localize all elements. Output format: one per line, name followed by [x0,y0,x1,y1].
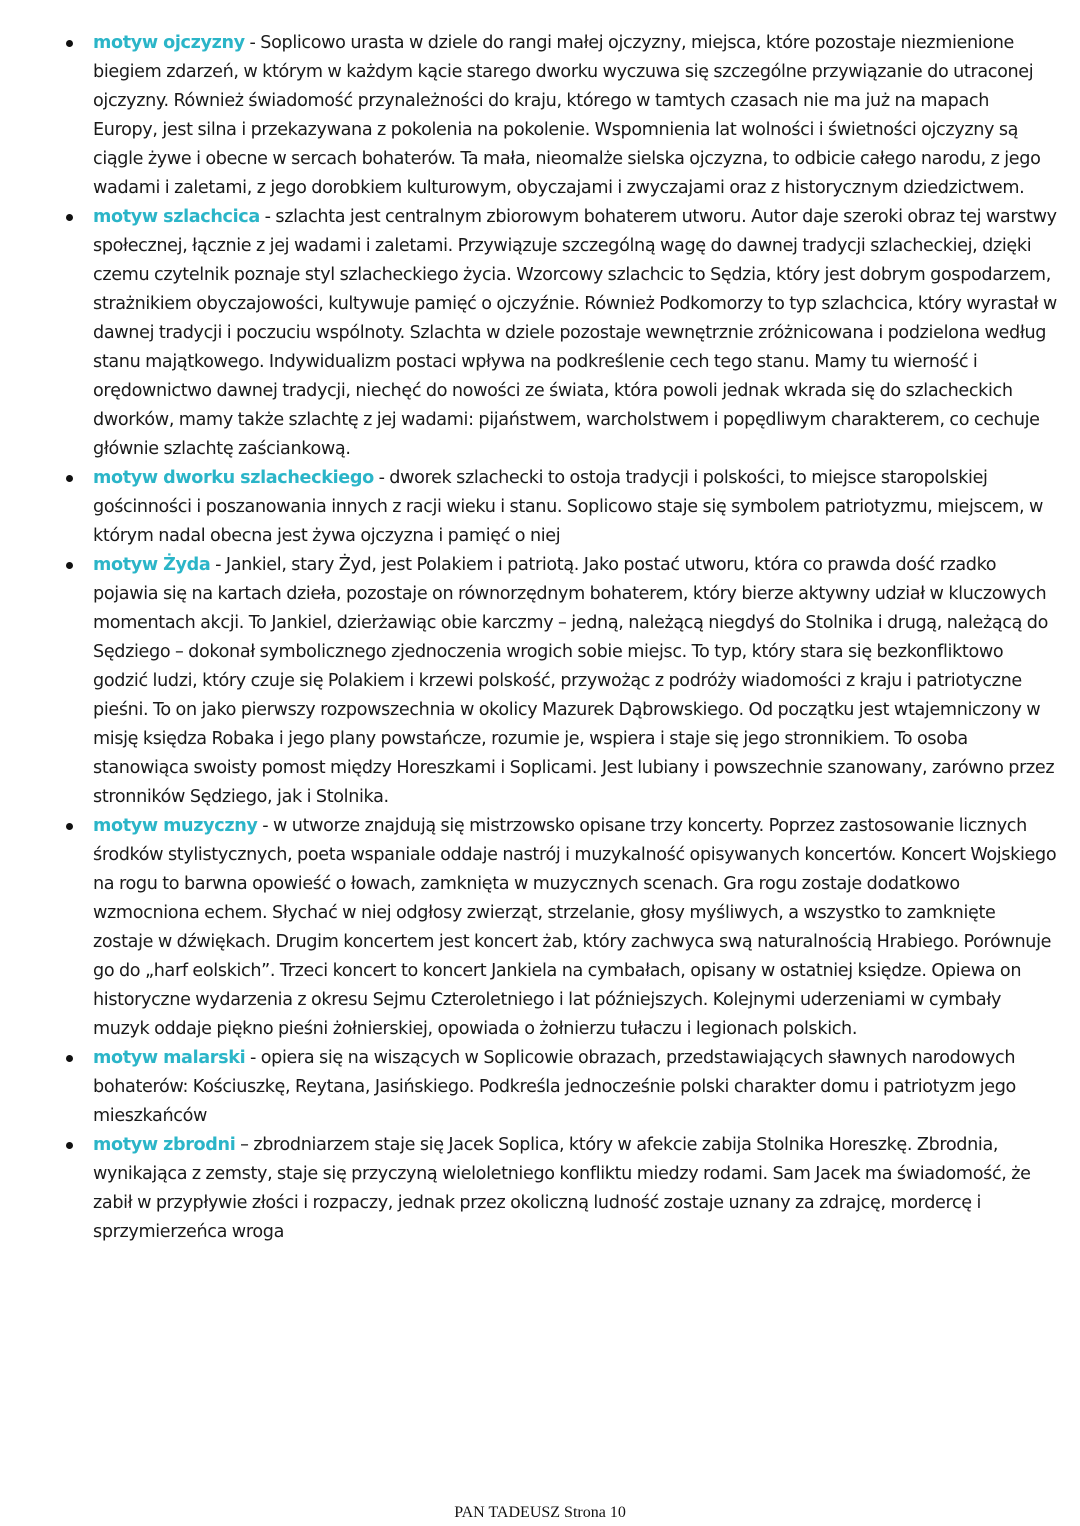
motif-description: - w utworze znajdują się mistrzowsko opisane trzy koncerty. Poprzez zastosowanie licznych środków stylistycznych, poeta wspaniale oddaje nastrój i muzykalność opisywanych koncertów. Koncert Wojskiego na rogu to barwna opowieść o łowach, zamknięta w muzycznych scenach. Gra rogu zostaje dodatkowo wzmocniona echem. Słychać w niej odgłosy zwierząt, strzelanie, głosy myśliwych, a wszystko to zamknięte zostaje w dźwiękach. Drugim koncertem jest koncert żab, który zachwyca swą naturalnością Hrabiego. Porównuje go do „harf eolskich”. Trzeci koncert to koncert Jankiela na cymbałach, opisany w ostatniej księdze. Opiewa on historyczne wydarzenia z okresu Sejmu Czteroletniego i lat późniejszych. Kolejnymi uderzeniami w cymbały muzyk oddaje piękno pieśni żołnierskiej, opowiada o żołnierzu tułaczu i legionach polskich. [93,816,1057,1039]
motif-item-malarski [0,1044,1080,1131]
motif-description: - opiera się na wiszących w Soplicowie obrazach, przedstawiających sławnych narodowych bohaterów: Kościuszkę, Reytana, Jasińskiego. Podkreśla jednocześnie polski charakter domu i patriotyzm jego mieszkańców [93,1048,1016,1126]
motif-description: - Jankiel, stary Żyd, jest Polakiem i patriotą. Jako postać utworu, która co prawda dość rzadko pojawia się na kartach dzieła, pozostaje on równorzędnym bohaterem, który bierze aktywny udział w kluczowych momentach akcji. To Jankiel, dzierżawiąc obie karczmy – jedną, należącą niegdyś do Stolnika i drugą, należącą do Sędziego – dokonał symbolicznego zjednoczenia wrogich sobie miejsc. To typ, który stara się bezkonfliktowo godzić ludzi, który czuje się Polakiem i krzewi polskość, przywożąc z podróży wiadomości z kraju i patriotyczne pieśni. To on jako pierwszy rozpowszechnia w okolicy Mazurek Dąbrowskiego. Od początku jest wtajemniczony w misję księdza Robaka i jego plany powstańcze, rozumie je, wspiera i staje się jego stronnikiem. To osoba stanowiąca swoisty pomost między Horeszkami i Soplicami. Jest lubiany i powszechnie szanowany, zarówno przez stronników Sędziego, jak i Stolnika. [93,555,1055,807]
motif-description: – zbrodniarzem staje się Jacek Soplica, który w afekcie zabija Stolnika Horeszkę. Zbrodnia, wynikająca z zemsty, staje się przyczyną wieloletniego konfliktu miedzy rodami. Sam Jacek ma świadomość, że zabił w przypływie złości i rozpaczy, jednak przez okoliczną ludność zostaje uznany za zdrajcę, mordercę i sprzymierzeńca wroga [93,1135,1031,1242]
motif-term: motyw muzyczny [93,816,258,836]
motif-term: motyw ojczyzny [93,33,245,53]
motif-term: motyw malarski [93,1048,246,1068]
motif-description: - dworek szlachecki to ostoja tradycji i polskości, to miejsce staropolskiej gościnności i poszanowania innych z racji wieku i stanu. Soplicowo staje się symbolem patriotyzmu, miejscem, w którym nadal obecna jest żywa ojczyzna i pamięć o niej [93,468,1043,546]
motif-item-szlachcic [0,203,1080,464]
motif-term: motyw dworku szlacheckiego [93,468,374,488]
motif-item-dworek [0,464,1080,551]
motif-item-muzyczny [0,812,1080,1044]
motif-description: - szlachta jest centralnym zbiorowym bohaterem utworu. Autor daje szeroki obraz tej warstwy społecznej, łącznie z jej wadami i zaletami. Przywiązuje szczególną wagę do dawnej tradycji szlacheckiej, dzięki czemu czytelnik poznaje styl szlacheckiego życia. Wzorcowy szlachcic to Sędzia, który jest dobrym gospodarzem, strażnikiem obyczajowości, kultywuje pamięć o ojczyźnie. Również Podkomorzy to typ szlachcica, który wyrastał w dawnej tradycji i poczuciu wspólnoty. Szlachta w dziele pozostaje wewnętrznie zróżnicowana i podzielona według stanu majątkowego. Indywidualizm postaci wpływa na podkreślenie cech tego stanu. Mamy tu wierność i orędownictwo dawnej tradycji, niechęć do nowości ze świata, która powoli jednak wkrada się do szlacheckich dworków, mamy także szlachtę z jej wadami: pijaństwem, warcholstwem i popędliwym charakterem, co cechuje głównie szlachtę zaściankową. [93,207,1057,459]
page-footer: PAN TADEUSZ Strona 10 [454,1504,626,1521]
motif-item-zbrodnia [0,1131,1080,1247]
motif-list [0,29,1080,1247]
motif-term: motyw szlachcica [93,207,260,227]
motif-description: - Soplicowo urasta w dziele do rangi małej ojczyzny, miejsca, które pozostaje niezmienione biegiem zdarzeń, w którym w każdym kącie starego dworku wyczuwa się szczególne przywiązanie do utraconej ojczyzny. Również świadomość przynależności do kraju, którego w tamtych czasach nie ma już na mapach Europy, jest silna i przekazywana z pokolenia na pokolenie. Wspomnienia lat wolności i świetności ojczyzny są ciągle żywe i obecne w sercach bohaterów. Ta mała, nieomalże sielska ojczyzna, to odbicie całego narodu, z jego wadami i zaletami, z jego dorobkiem kulturowym, obyczajami i zwyczajami oraz z historycznym dziedzictwem. [93,33,1041,198]
motif-term: motyw zbrodni [93,1135,236,1155]
motif-item-ojczyzna [0,29,1080,203]
motif-item-zyd [0,551,1080,812]
motif-term: motyw Żyda [93,555,211,575]
